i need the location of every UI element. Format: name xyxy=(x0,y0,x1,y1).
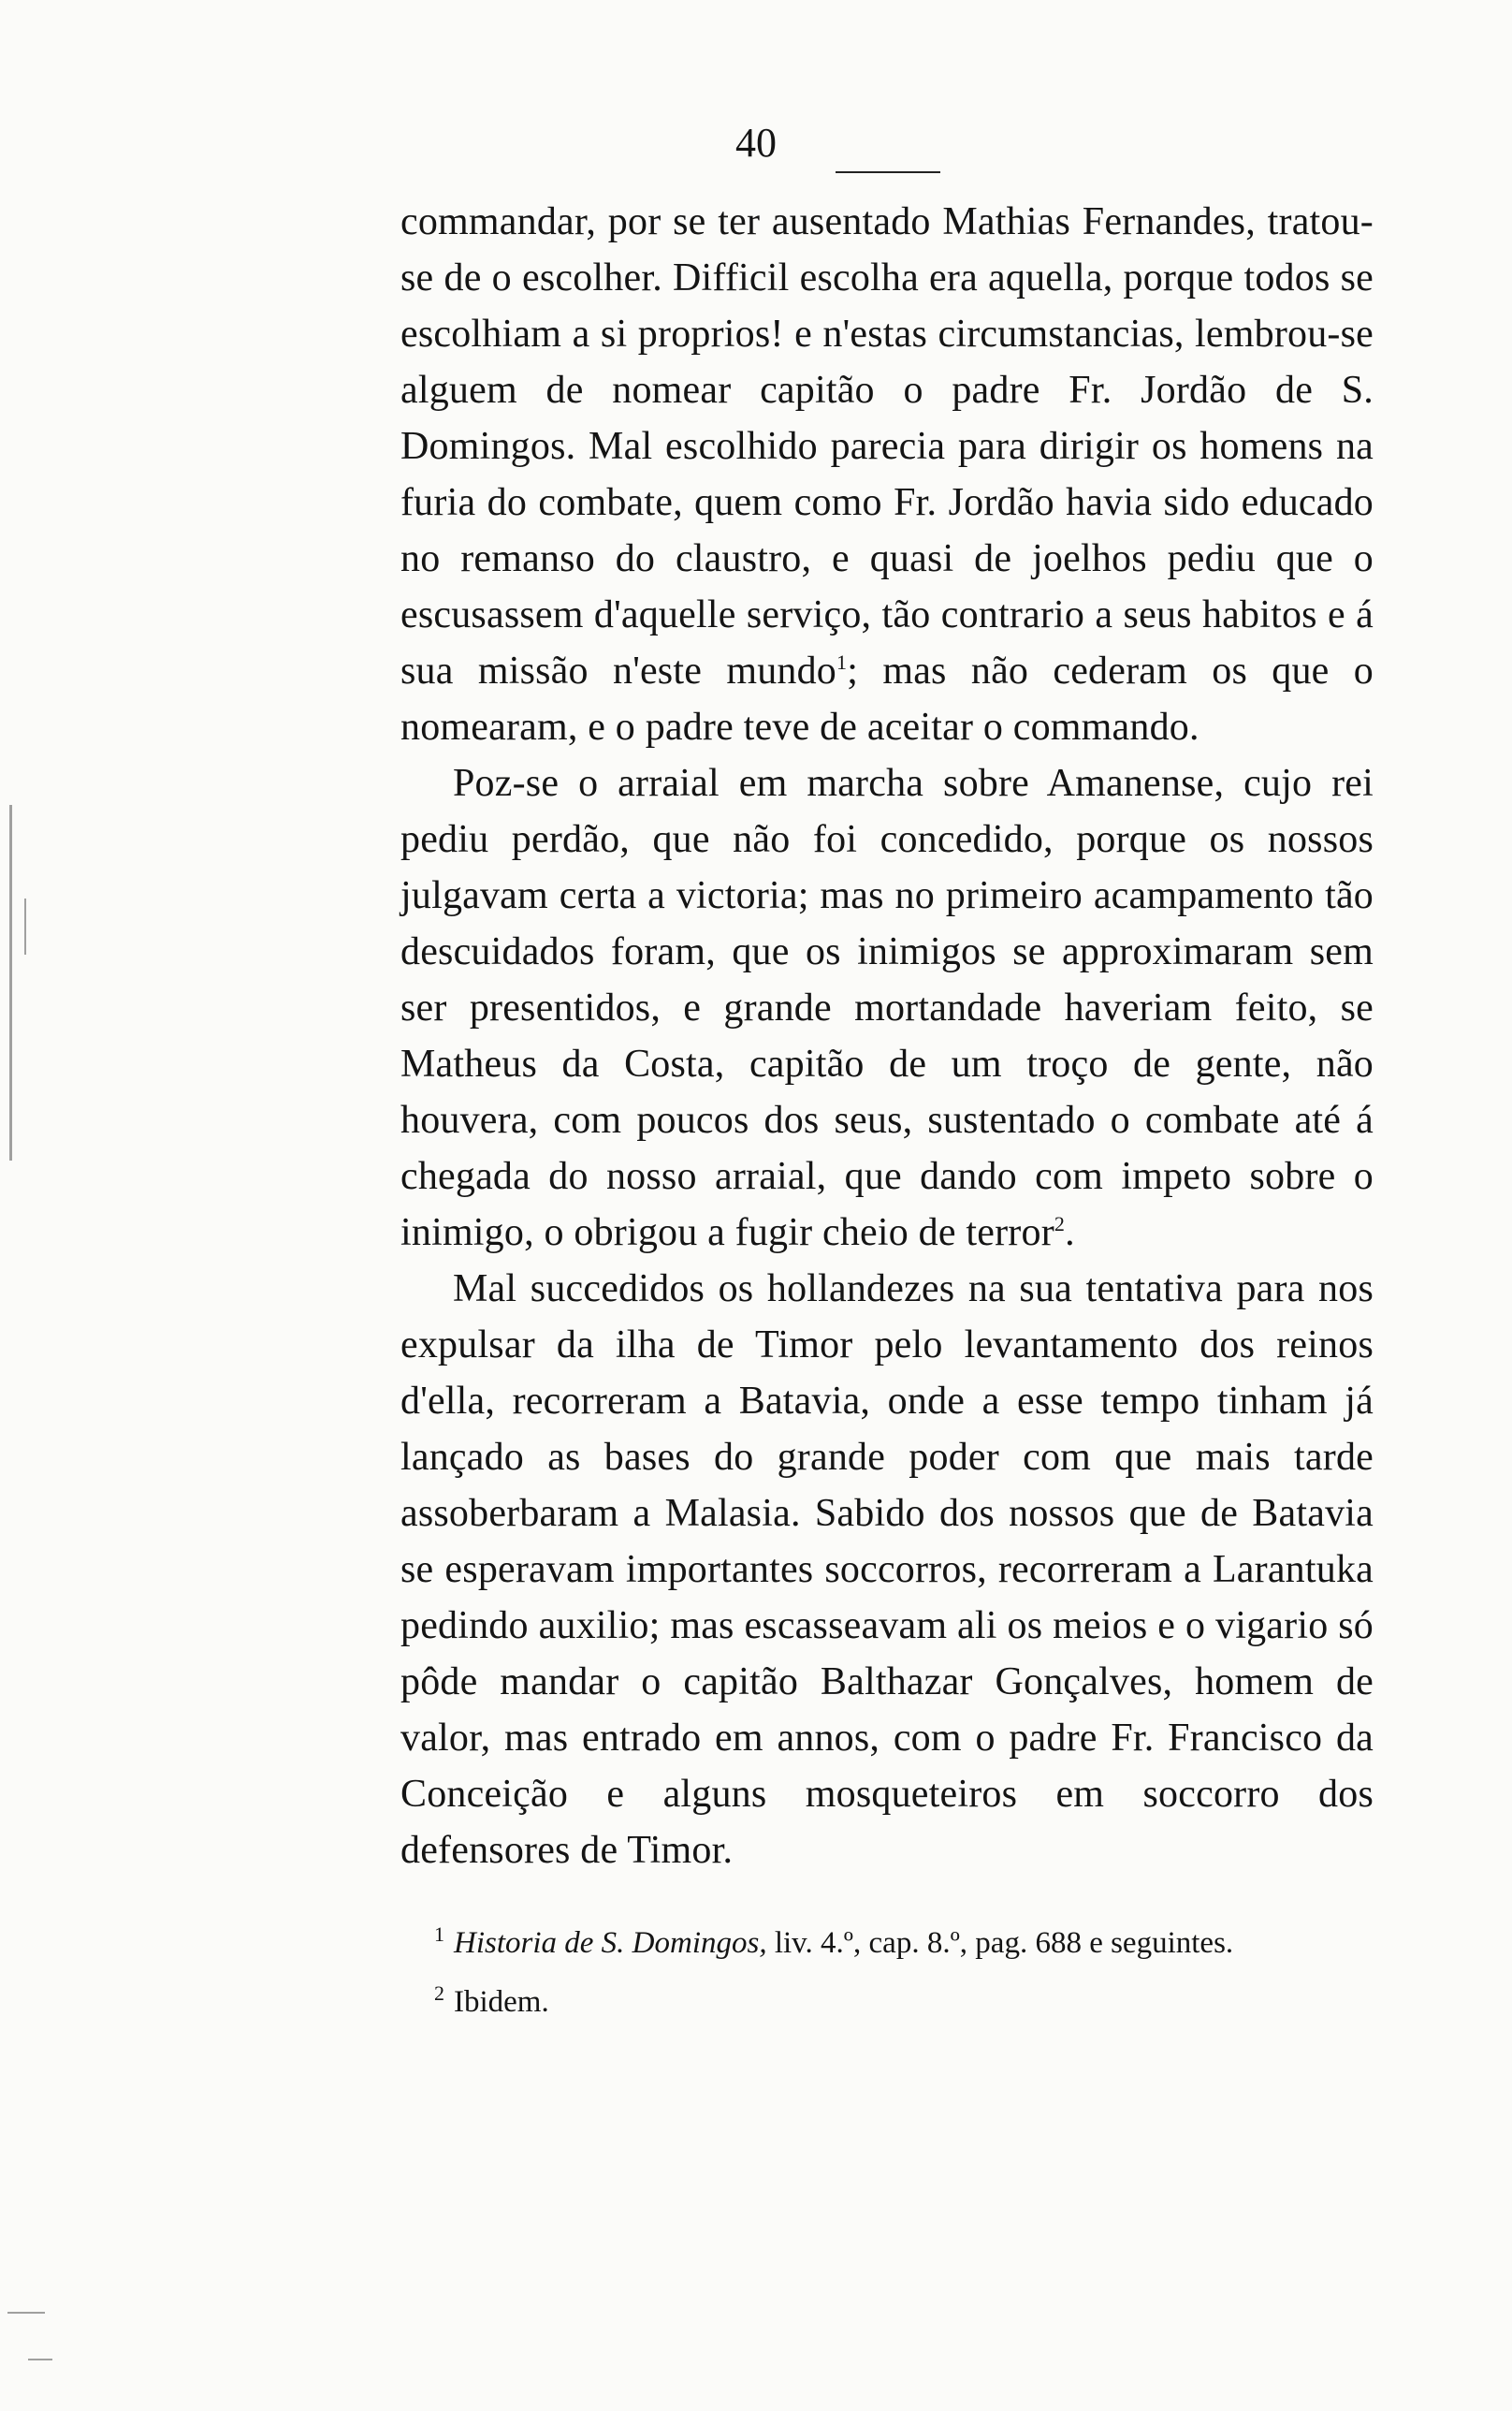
footnote-title: Historia de S. Domingos, xyxy=(454,1926,767,1960)
footnote-1 xyxy=(400,1909,1374,1968)
footnote-text: liv. 4.º, cap. 8.º, pag. 688 e seguintes. xyxy=(766,1926,1234,1960)
scan-mark xyxy=(7,2312,45,2314)
footnote-mark: 1 xyxy=(434,1922,444,1946)
footnotes xyxy=(400,1909,1374,2027)
paragraph-1 xyxy=(400,194,1374,755)
scan-mark xyxy=(24,899,26,955)
footnote-reference: 1 xyxy=(836,650,848,674)
footnote-mark: 2 xyxy=(434,1981,444,2005)
paragraph-tail: ; mas não cederam os que o nomearam, e o padre teve de aceitar o commando. xyxy=(400,650,1374,749)
scan-mark xyxy=(28,2359,52,2360)
paragraph-3 xyxy=(400,1261,1374,1878)
footnote-2 xyxy=(400,1968,1374,2027)
paragraph-text: commandar, por se ter ausentado Mathias Fernandes, tratou-se de o escolher. Difficil escolha era aquella, porque todos se escolhiam a si proprios! e n'estas circumstancias, lembrou-se alguem de nomear capitão o padre Fr. Jordão de S. Domingos. Mal escolhido parecia para dirigir os homens na furia do combate, quem como Fr. Jordão havia sido educado no remanso do claustro, e quasi de joelhos pediu que o escusassem d'aquelle serviço, tão contrario a seus habitos e á sua missão n'este mundo xyxy=(400,200,1374,693)
footnote-text: Ibidem. xyxy=(454,1985,549,2019)
body-text xyxy=(400,194,1374,1878)
paragraph-2 xyxy=(400,755,1374,1261)
scan-mark xyxy=(9,805,12,1161)
page-number-rule xyxy=(836,171,940,173)
paragraph-text: Mal succedidos os hollandezes na sua tentativa para nos expulsar da ilha de Timor pelo levantamento dos reinos d'ella, recorreram a Batavia, onde a esse tempo tinham já lançado as bases do grande poder com que mais tarde assoberbaram a Malasia. Sabido dos nossos que de Batavia se esperavam importantes soccorros, recorreram a Larantuka pedindo auxilio; mas escasseavam ali os meios e o vigario só pôde mandar o capitão Balthazar Gonçalves, homem de valor, mas entrado em annos, com o padre Fr. Francisco da Conceição e alguns mosqueteiros em soccorro dos defensores de Timor. xyxy=(400,1267,1374,1872)
page-number: 40 xyxy=(735,120,777,166)
paragraph-text: Poz-se o arraial em marcha sobre Amanense, cujo rei pediu perdão, que não foi concedido, porque os nossos julgavam certa a victoria; mas no primeiro acampamento tão descuidados foram, que os inimigos se approximaram sem ser presentidos, e grande mortandade haveriam feito, se Matheus da Costa, capitão de um troço de gente, não houvera, com poucos dos seus, sustentado o combate até á chegada do nosso arraial, que dando com impeto sobre o inimigo, o obrigou a fugir cheio de terror xyxy=(400,762,1374,1254)
paragraph-tail: . xyxy=(1065,1211,1075,1254)
footnote-reference: 2 xyxy=(1054,1212,1066,1235)
